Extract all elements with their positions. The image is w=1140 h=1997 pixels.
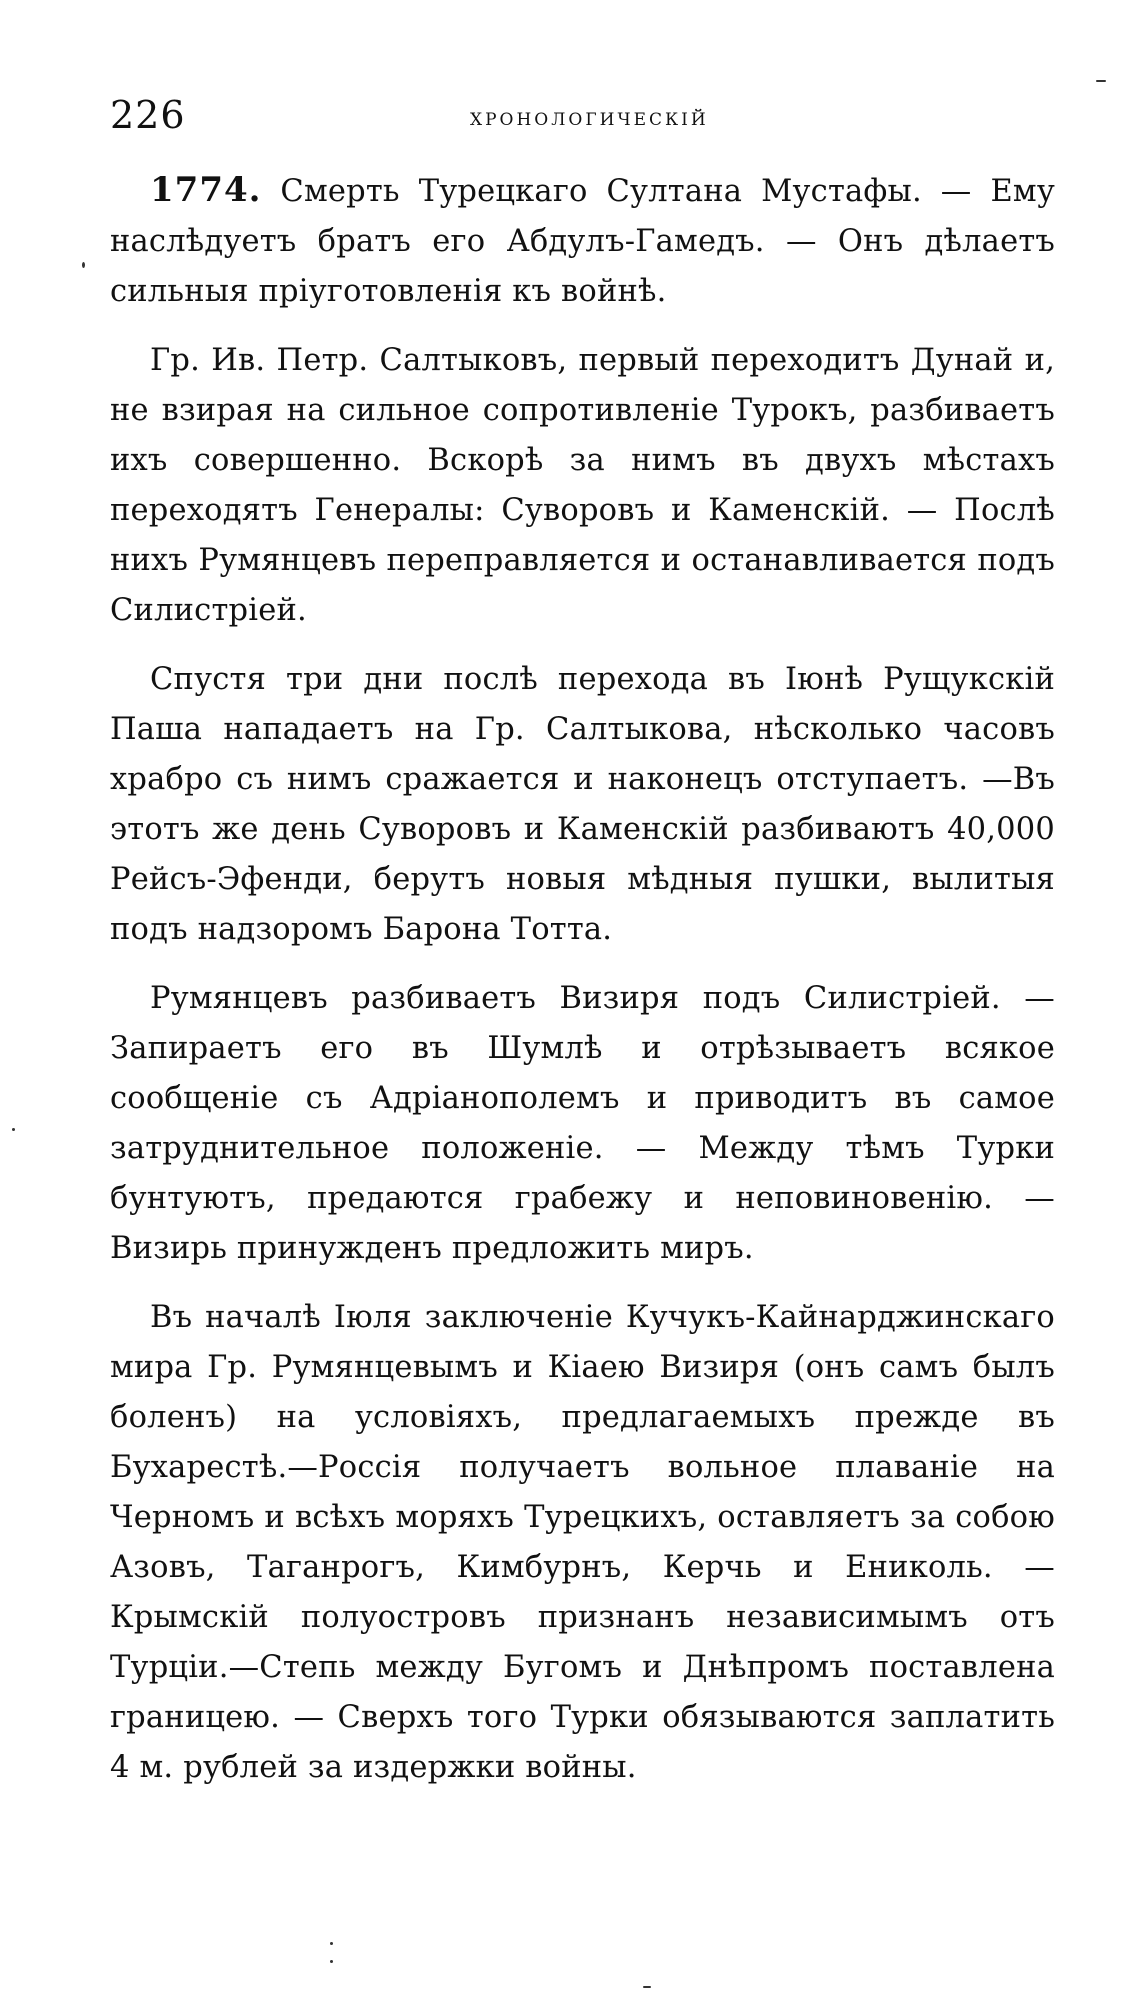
print-speck [82,262,85,268]
running-head: хронологическій [470,103,709,131]
page-header [110,92,1055,142]
paragraph-text: Смерть Турецкаго Султана Мустафы. — Ему наслѣдуетъ братъ его Абдулъ-Гамедъ. — Онъ дѣлаетъ сильныя пріуготовленія къ войнѣ. [110,174,1055,309]
print-speck [330,1960,333,1963]
paragraph-vizier-silistria: Румянцевъ разбиваетъ Визиря подъ Силистріей. — Запираетъ его въ Шумлѣ и отрѣзываетъ всякое сообщеніе съ Адріанополемъ и приводитъ въ самое затруднительное положеніе. — Между тѣмъ Турки бунтуютъ, предаются грабежу и неповиновенію. — Визирь принужденъ предложить миръ. [110,981,1055,1266]
page-number: 226 [110,93,186,137]
print-speck [1096,80,1106,82]
paragraph-1774-sultan [110,165,1055,317]
print-speck [643,1986,651,1988]
paragraph-kuchuk-kainarji-treaty: Въ началѣ Іюля заключеніе Кучукъ-Кайнарджинскаго мира Гр. Румянцевымъ и Кіаею Визиря (онъ самъ былъ боленъ) на условіяхъ, предлагаемыхъ прежде въ Бухарестѣ.—Россія получаетъ вольное плаваніе на Черномъ и всѣхъ моряхъ Турецкихъ, оставляетъ за собою Азовъ, Таганрогъ, Кимбурнъ, Керчь и Ениколь. — Крымскій полуостровъ признанъ независимымъ отъ Турціи.—Степь между Бугомъ и Днѣпромъ поставлена границею. — Сверхъ того Турки обязываются заплатить 4 м. рублей за издержки войны. [110,1300,1055,1785]
print-speck [12,1128,15,1131]
paragraph-rushchuk-pasha: Спустя три дни послѣ перехода въ Іюнѣ Рущукскій Паша нападаетъ на Гр. Салтыкова, нѣсколько часовъ храбро съ нимъ сражается и наконецъ отступаетъ. —Въ этотъ же день Суворовъ и Каменскій разбиваютъ 40,000 Рейсъ-Эфенди, берутъ новыя мѣдныя пушки, вылитыя подъ надзоромъ Барона Тотта. [110,662,1055,947]
print-speck [330,1942,333,1945]
entry-year: 1774. [150,170,262,210]
paragraph-saltykov: Гр. Ив. Петр. Салтыковъ, первый переходитъ Дунай и, не взирая на сильное сопротивленіе Турокъ, разбиваетъ ихъ совершенно. Вскорѣ за нимъ въ двухъ мѣстахъ переходятъ Генералы: Суворовъ и Каменскій. — Послѣ нихъ Румянцевъ переправляется и останавливается подъ Силистріей. [110,343,1055,628]
page-body [110,165,1055,1812]
